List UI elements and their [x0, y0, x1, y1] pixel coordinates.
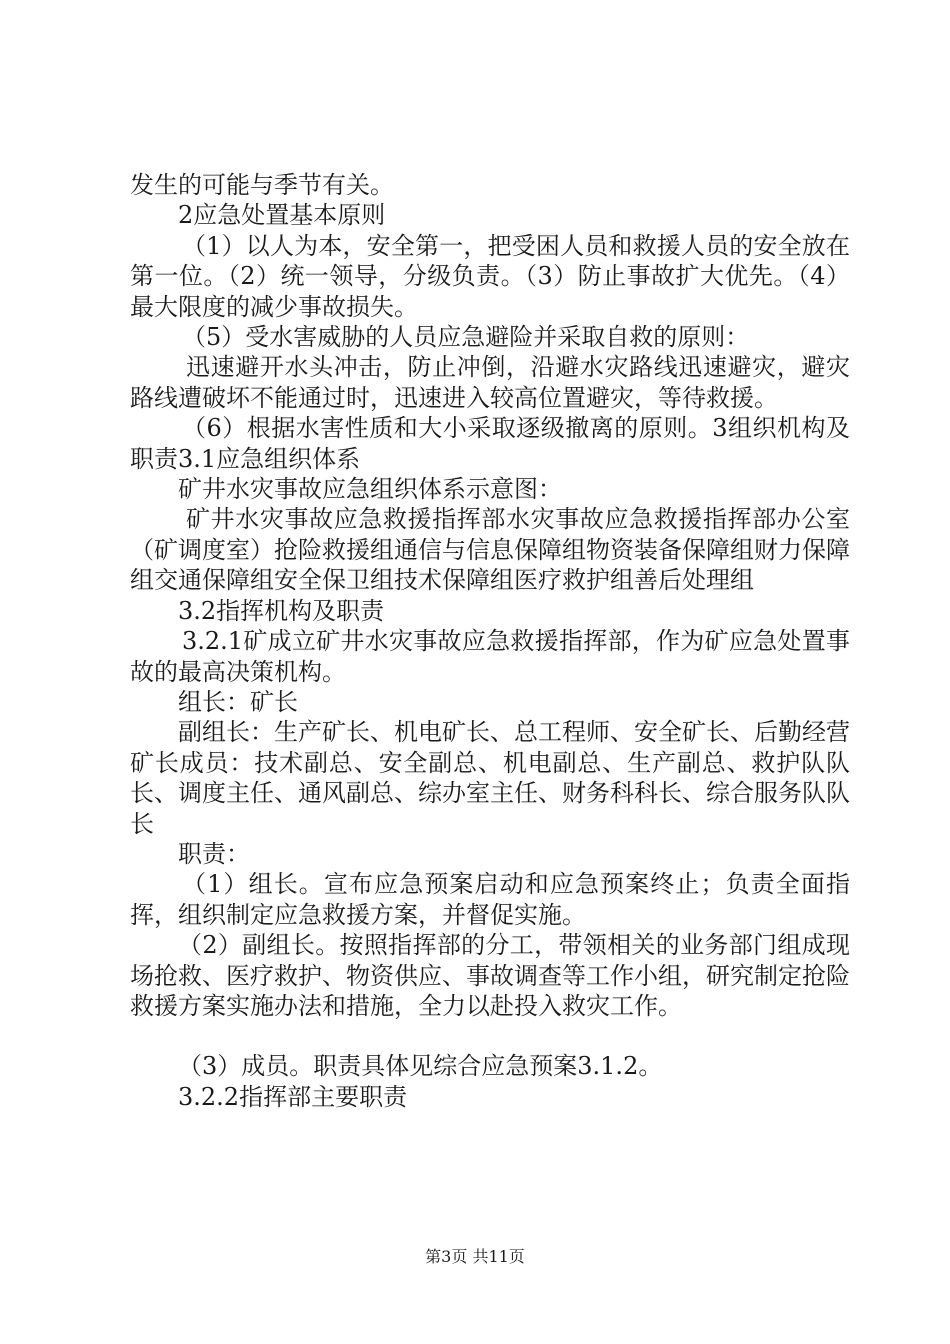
paragraph-gap	[130, 1021, 850, 1051]
paragraph: （1）以人为本，安全第一，把受困人员和救援人员的安全放在第一位。（2）统一领导，分级负责。（3）防止事故扩大优先。（4）最大限度的减少事故损失。	[130, 231, 850, 321]
paragraph: 发生的可能与季节有关。	[130, 171, 394, 199]
paragraph: 矿井水灾事故应急救援指挥部水灾事故应急救援指挥部办公室（矿调度室）抢险救援组通信与信息保障组物资装备保障组财力保障组交通保障组安全保卫组技术保障组医疗救护组善后处理组	[130, 505, 850, 595]
paragraph: 职责：	[178, 839, 250, 868]
paragraph: 副组长：生产矿长、机电矿长、总工程师、安全矿长、后勤经营矿长成员：技术副总、安全副总、机电副总、生产副总、救护队队长、调度主任、通风副总、综办室主任、财务科科长、综合服务队队长	[130, 718, 850, 838]
section-heading: 2应急处置基本原则	[178, 201, 386, 230]
paragraph: （6）根据水害性质和大小采取逐级撤离的原则。3组织机构及职责3.1应急组织体系	[130, 414, 850, 473]
paragraph: （3）成员。职责具体见综合应急预案3.1.2。	[178, 1052, 663, 1081]
document-body	[130, 170, 850, 1112]
section-heading: 3.2.2指挥部主要职责	[178, 1082, 408, 1111]
paragraph: 矿井水灾事故应急组织体系示意图：	[178, 475, 562, 504]
paragraph: 迅速避开水头冲击，防止冲倒，沿避水灾路线迅速避灾，避灾路线遭破坏不能通过时，迅速进入较高位置避灾，等待救援。	[130, 353, 850, 412]
paragraph: （1）组长。宣布应急预案启动和应急预案终止；负责全面指挥，组织制定应急救援方案，并督促实施。	[130, 870, 850, 929]
section-heading: 3.2指挥机构及职责	[178, 596, 385, 625]
paragraph: （5）受水害威胁的人员应急避险并采取自救的原则：	[182, 323, 750, 352]
paragraph: （2）副组长。按照指挥部的分工，带领相关的业务部门组成现场抢救、医疗救护、物资供应、事故调查等工作小组，研究制定抢险救援方案实施办法和措施，全力以赴投入救灾工作。	[130, 931, 850, 1020]
paragraph: 3.2.1矿成立矿井水灾事故应急救援指挥部，作为矿应急处置事故的最高决策机构。	[130, 627, 850, 686]
page-footer: 第3页 共11页	[425, 1247, 525, 1266]
paragraph: 组长：矿长	[178, 687, 298, 716]
